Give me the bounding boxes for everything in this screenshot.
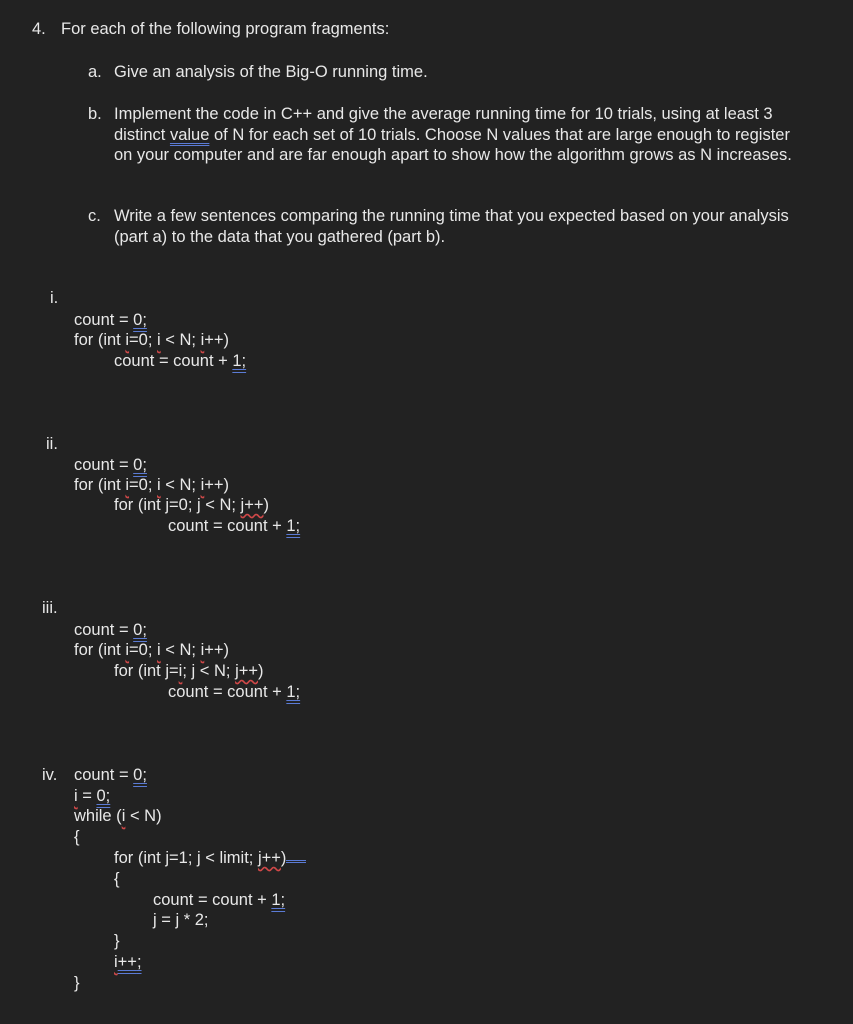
fragment-iv-line8: j = j * 2; [153, 911, 209, 929]
fragment-iv-brace-open: { [74, 828, 80, 846]
fragment-iv-inner-brace-open: { [114, 870, 120, 888]
fragment-iv-inner-brace-close: } [114, 932, 120, 950]
fragment-iii-label: iii. [42, 599, 58, 617]
fragment-iii-line1: count = 0; [74, 621, 147, 639]
fragment-iv-line2: i = 0; [74, 787, 111, 805]
fragment-ii-line2: for (int i=0; i < N; i++) [74, 476, 230, 494]
fragment-iv-line10: i++; [114, 953, 142, 971]
fragment-ii-line1: count = 0; [74, 456, 147, 474]
fragment-iii-line3: for (int j=i; j < N; j++) [114, 662, 264, 680]
fragment-iv-line5: for (int j=1; j < limit; j++) [114, 848, 306, 868]
fragment-ii-line4: count = count + 1; [168, 517, 301, 535]
fragment-iv-brace-close: } [74, 974, 80, 992]
fragment-ii-line3: for (int j=0; j < N; j++) [114, 496, 269, 514]
fragment-iv-line1: count = 0; [74, 766, 147, 784]
fragment-i-line2: for (int i=0; i < N; i++) [74, 331, 230, 349]
fragment-iv-line7: count = count + 1; [153, 891, 286, 909]
question-number: 4. [32, 20, 46, 38]
fragment-iv-label: iv. [42, 766, 58, 784]
part-a-label: a. [88, 63, 102, 81]
fragment-iii-line2: for (int i=0; i < N; i++) [74, 641, 230, 659]
fragment-iv-line3: while (i < N) [74, 807, 162, 825]
part-a-text: Give an analysis of the Big-O running time. [114, 63, 428, 81]
fragment-ii-label: ii. [46, 435, 58, 453]
fragment-i-line3: count = count + 1; [114, 352, 247, 370]
fragment-i-label: i. [50, 289, 59, 307]
fragment-i-line1: count = 0; [74, 311, 147, 329]
part-b-text: Implement the code in C++ and give the average running time for 10 trials, using at least 3 distinct value of N for each set of 10 trials. Choose N values that are large enough to register on your computer and are far enough apart to show how the algorithm grows as N increases. [114, 105, 792, 164]
part-c-label: c. [88, 207, 101, 225]
question-title: For each of the following program fragments: [61, 20, 390, 38]
part-b-label: b. [88, 105, 102, 123]
fragment-iii-line4: count = count + 1; [168, 683, 301, 701]
part-c-text: Write a few sentences comparing the running time that you expected based on your analysis (part a) to the data that you gathered (part b). [114, 207, 789, 246]
